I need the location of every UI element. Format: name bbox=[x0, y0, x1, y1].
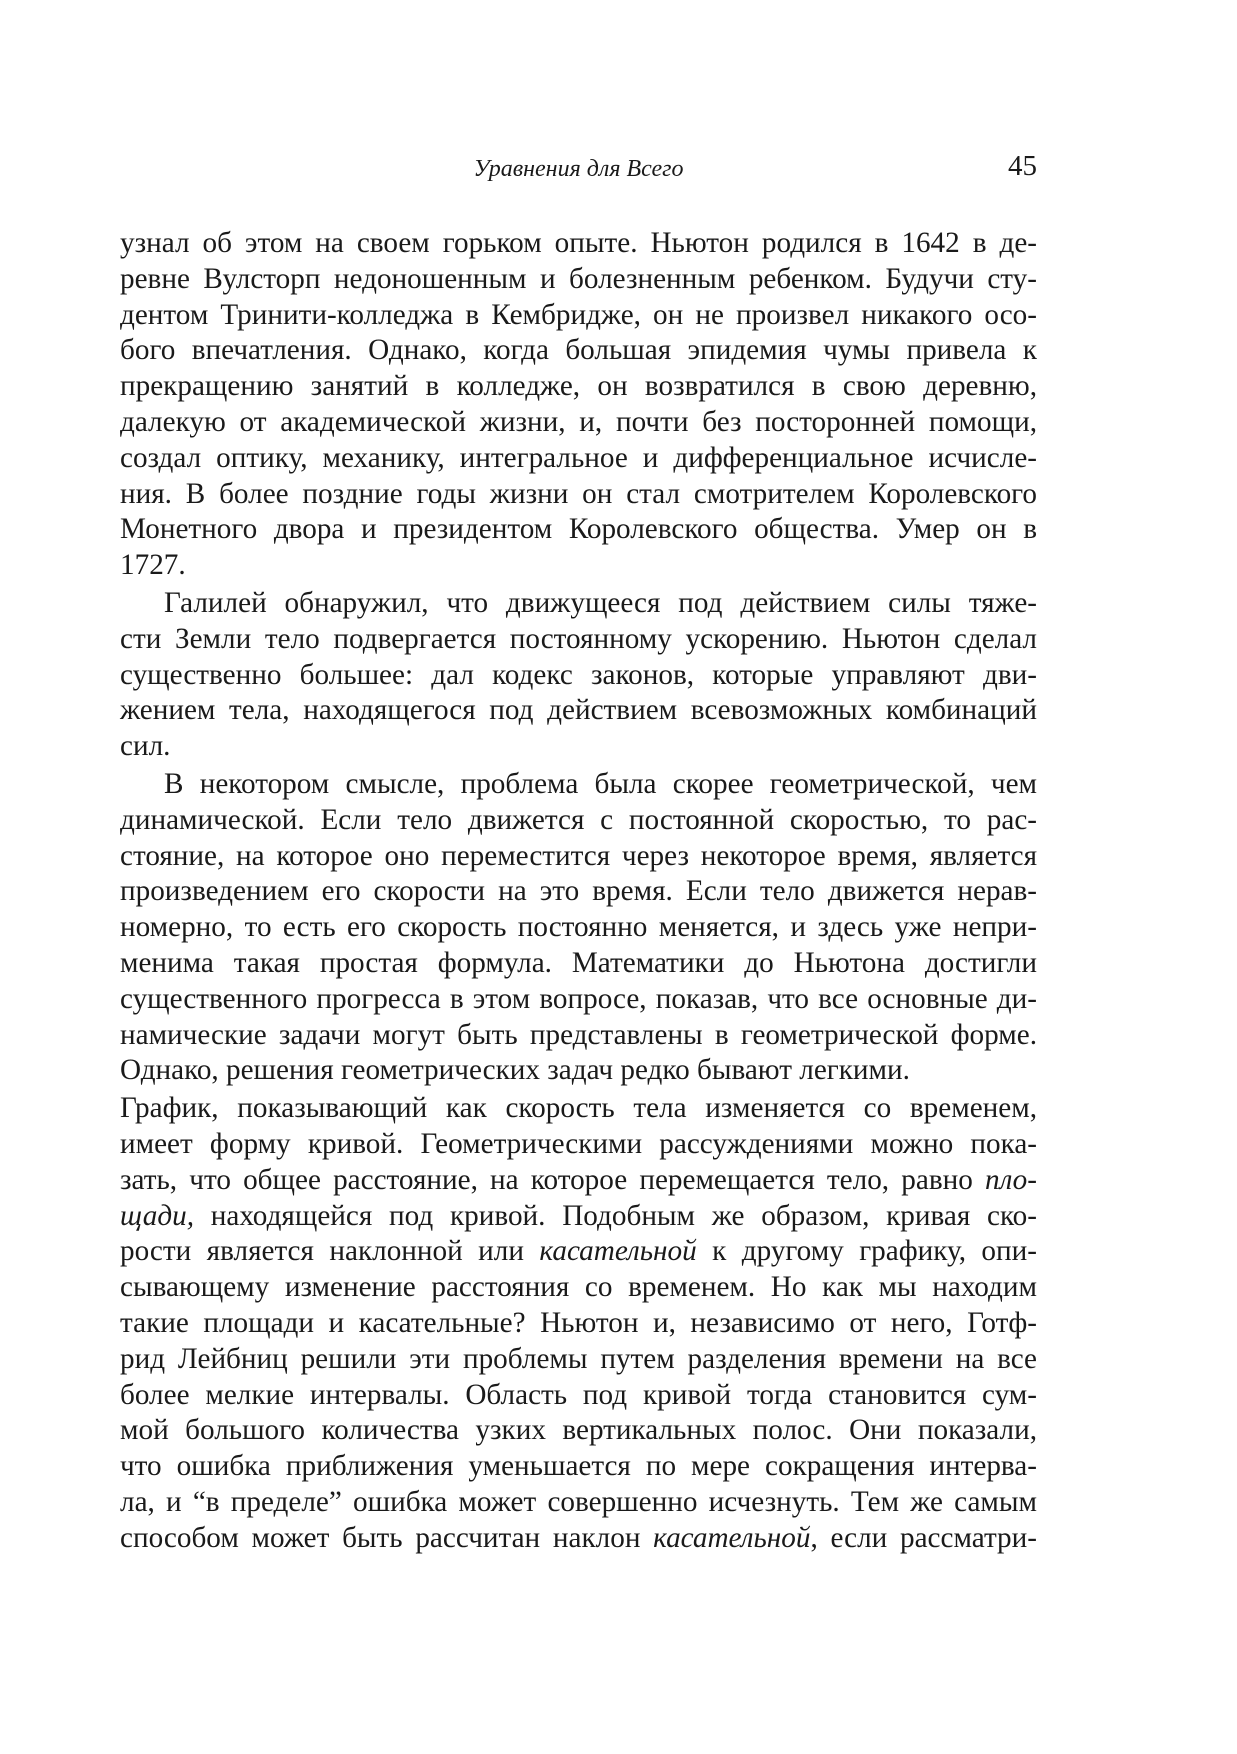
text-line: рости является наклонной или касательной к другому графику, опи- bbox=[120, 1235, 1037, 1268]
emphasis-text: касательной bbox=[539, 1235, 697, 1268]
text-line: номерно, то есть его скорость постоянно меняется, и здесь уже непри- bbox=[120, 911, 1037, 944]
text-line: создал оптику, механику, интегральное и дифференциальное исчисле- bbox=[120, 441, 1037, 474]
text-line: рид Лейбниц решили эти проблемы путем разделения времени на все bbox=[120, 1342, 1037, 1375]
text-line: такие площади и касательные? Ньютон и, независимо от него, Готф- bbox=[120, 1306, 1037, 1339]
text-line: что ошибка приближения уменьшается по мере сокращения интерва- bbox=[120, 1450, 1037, 1483]
running-header bbox=[120, 150, 1037, 190]
paragraph-4 bbox=[120, 1091, 1037, 1556]
text-line: ния. В более поздние годы жизни он стал смотрителем Королевского bbox=[120, 477, 1037, 510]
text-line: узнал об этом на своем горьком опыте. Ньютон родился в 1642 в де- bbox=[120, 227, 1037, 259]
page-number: 45 bbox=[1008, 150, 1037, 182]
text-line: В некотором смысле, проблема была скорее геометрической, чем bbox=[164, 767, 1037, 800]
emphasis-text: щади, bbox=[120, 1199, 195, 1232]
emphasis-text: пло- bbox=[985, 1163, 1037, 1196]
text-line: сил. bbox=[120, 730, 171, 763]
body-text bbox=[120, 226, 1037, 1558]
text-line: График, показывающий как скорость тела изменяется со временем, bbox=[120, 1092, 1037, 1125]
text-line: ла, и “в пределе” ошибка может совершенно исчезнуть. Тем же самым bbox=[120, 1485, 1037, 1518]
text-line: дентом Тринити-колледжа в Кембридже, он не произвел никакого осо- bbox=[120, 298, 1037, 331]
text-line: мой большого количества узких вертикальных полос. Они показали, bbox=[120, 1414, 1037, 1447]
text-line: имеет форму кривой. Геометрическими рассуждениями можно пока- bbox=[120, 1127, 1037, 1160]
text-line: сти Земли тело подвергается постоянному ускорению. Ньютон сделал bbox=[120, 622, 1037, 655]
text-line: намические задачи могут быть представлены в геометрической форме. bbox=[120, 1018, 1037, 1051]
text-line: Галилей обнаружил, что движущееся под действием силы тяже- bbox=[164, 586, 1037, 619]
text-line: жением тела, находящегося под действием всевозможных комбинаций bbox=[120, 694, 1037, 727]
text-line: способом может быть рассчитан наклон касательной, если рассматри- bbox=[120, 1521, 1037, 1554]
text-line: прекращению занятий в колледже, он возвратился в свою деревню, bbox=[120, 370, 1037, 403]
paragraph-1 bbox=[120, 226, 1037, 584]
text-line: щади, находящейся под кривой. Подобным же образом, кривая ско- bbox=[120, 1199, 1037, 1232]
text-line: существенно большее: дал кодекс законов, которые управляют дви- bbox=[120, 658, 1037, 691]
text-line: Монетного двора и президентом Королевского общества. Умер он в bbox=[120, 513, 1037, 546]
text-line: произведением его скорости на это время. Если тело движется нерав- bbox=[120, 875, 1037, 908]
text-line: Однако, решения геометрических задач редко бывают легкими. bbox=[120, 1054, 910, 1087]
text-line: зать, что общее расстояние, на которое перемещается тело, равно пло- bbox=[120, 1163, 1037, 1196]
text-line: более мелкие интервалы. Область под кривой тогда становится сум- bbox=[120, 1378, 1037, 1411]
text-line: существенного прогресса в этом вопросе, показав, что все основные ди- bbox=[120, 982, 1037, 1015]
paragraph-2 bbox=[120, 586, 1037, 765]
running-title: Уравнения для Всего bbox=[473, 156, 684, 182]
text-line: сывающему изменение расстояния со временем. Но как мы находим bbox=[120, 1271, 1037, 1304]
emphasis-text: касательной bbox=[653, 1521, 811, 1554]
text-line: бого впечатления. Однако, когда большая эпидемия чумы привела к bbox=[120, 334, 1037, 367]
text-line: менима такая простая формула. Математики до Ньютона достигли bbox=[120, 946, 1037, 979]
text-line: ревне Вулсторп недоношенным и болезненным ребенком. Будучи сту- bbox=[120, 262, 1037, 295]
text-line: 1727. bbox=[120, 549, 186, 582]
text-line: далекую от академической жизни, и, почти без посторонней помощи, bbox=[120, 405, 1037, 438]
text-line: динамической. Если тело движется с постоянной скоростью, то рас- bbox=[120, 803, 1037, 836]
paragraph-3 bbox=[120, 767, 1037, 1089]
text-line: стояние, на которое оно переместится через некоторое время, является bbox=[120, 839, 1037, 872]
